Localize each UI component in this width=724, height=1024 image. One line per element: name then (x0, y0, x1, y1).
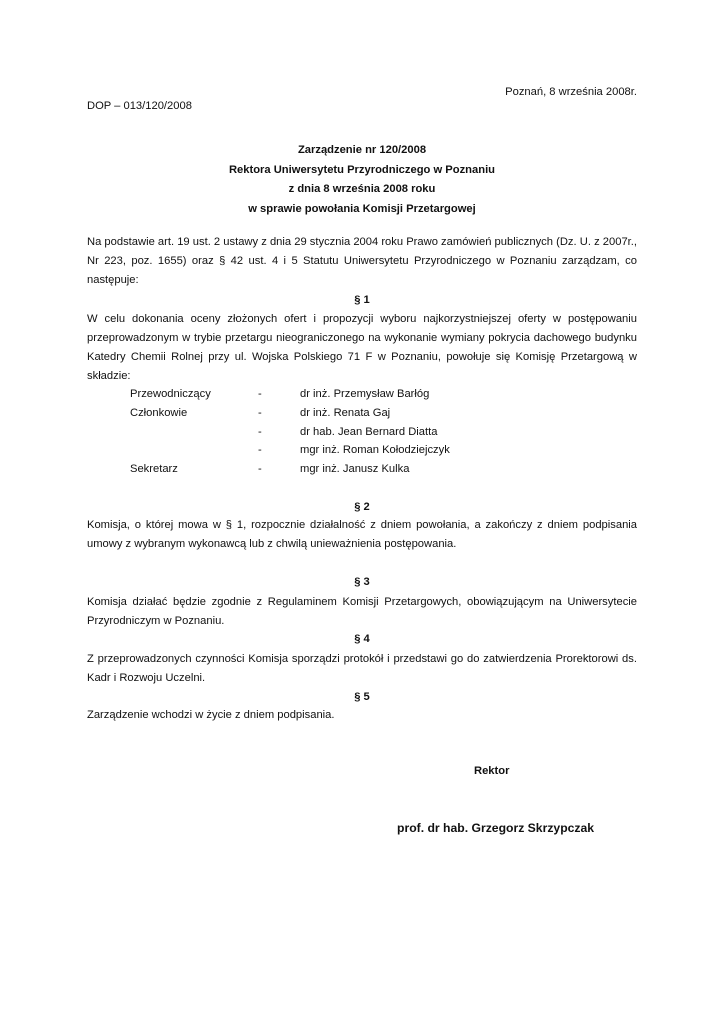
member-dash: - (258, 406, 262, 419)
member-role: Sekretarz (130, 463, 178, 476)
title-line-1: Zarządzenie nr 120/2008 (297, 144, 427, 156)
member-dash: - (258, 463, 262, 476)
title-line-3: z dnia 8 września 2008 roku (288, 183, 436, 195)
member-name: mgr inż. Janusz Kulka (300, 463, 410, 476)
member-dash: - (258, 444, 262, 457)
member-role: Członkowie (130, 406, 188, 419)
preamble-paragraph: Na podstawie art. 19 ust. 2 ustawy z dnia 29 stycznia 2004 roku Prawo zamówień publicznych (Dz. U. z 2007r., Nr 223, poz. 1655) oraz § 42 ust. 4 i 5 Statutu Uniwersytetu Przyrodniczego w Poznaniu zarządzam, co następuje: (87, 236, 637, 286)
member-row (130, 460, 450, 479)
committee-members-list (130, 385, 450, 479)
title-line-2: Rektora Uniwersytetu Przyrodniczego w Poznaniu (228, 163, 496, 176)
section-5-text: Zarządzenie wchodzi w życie z dniem podpisania. (87, 709, 335, 721)
section-4-heading: § 4 (354, 633, 370, 645)
section-2-text: Komisja, o której mowa w § 1, rozpocznie działalność z dniem powołania, a zakończy z dniem podpisania umowy z wybranym wykonawcą lub z chwilą unieważnienia postępowania. (87, 519, 637, 550)
signatory-title: Rektor (474, 765, 510, 777)
section-5-heading: § 5 (354, 691, 370, 703)
member-name: dr inż. Przemysław Barłóg (300, 388, 430, 400)
member-name: dr inż. Renata Gaj (300, 406, 391, 419)
member-name: dr hab. Jean Bernard Diatta (300, 425, 438, 438)
section-1-text: W celu dokonania oceny złożonych ofert i propozycji wyboru najkorzystniejszej oferty w postępowaniu przeprowadzonym w trybie przetargu nieograniczonego na wykonanie wymiany pokrycia dachowego budynku Katedry Chemii Rolnej przy ul. Wojska Polskiego 71 F w Poznaniu, powołuje się Komisję Przetargową w składzie: (87, 313, 637, 382)
title-line-4: w sprawie powołania Komisji Przetargowej (248, 202, 476, 215)
member-dash: - (258, 388, 262, 400)
member-role: Przewodniczący (130, 388, 211, 400)
signatory-name: prof. dr hab. Grzegorz Skrzypczak (397, 821, 595, 835)
section-3-text: Komisja działać będzie zgodnie z Regulaminem Komisji Przetargowych, obowiązującym na Uniwersytecie Przyrodniczym w Poznaniu. (87, 596, 637, 627)
member-row (130, 385, 450, 404)
member-row (130, 404, 450, 423)
section-3-heading: § 3 (354, 576, 370, 588)
member-role (130, 441, 258, 460)
document-title (87, 141, 637, 219)
section-4-text: Z przeprowadzonych czynności Komisja sporządzi protokół i przedstawi go do zatwierdzenia Prorektorowi ds. Kadr i Rozwoju Uczelni. (87, 653, 637, 684)
member-row (130, 423, 450, 442)
section-1-heading: § 1 (354, 294, 370, 306)
member-dash: - (258, 425, 262, 438)
document-date: Poznań, 8 września 2008r. (505, 86, 637, 98)
member-name: mgr inż. Roman Kołodziejczyk (300, 444, 450, 457)
member-row (130, 441, 450, 460)
document-reference: DOP – 013/120/2008 (87, 100, 192, 112)
section-2-heading: § 2 (354, 501, 370, 513)
member-role (130, 423, 258, 442)
